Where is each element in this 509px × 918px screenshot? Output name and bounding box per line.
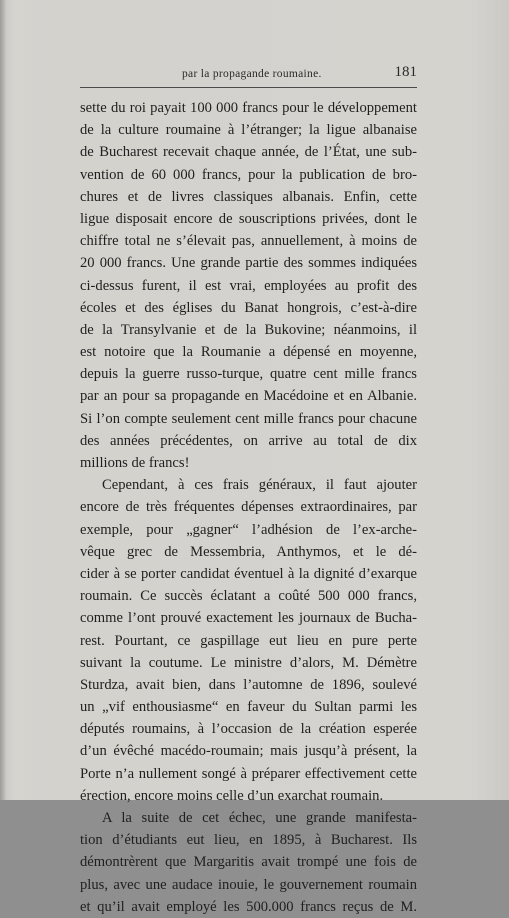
paragraph-end-line: érection, encore moins celle d’un exarchat roumain.: [80, 787, 384, 804]
text-line: Sturdza, avait bien, dans l’automne de 1896, soulevé: [80, 676, 417, 693]
text-line: suivant la coutume. Le ministre d’alors, M. Démètre: [80, 654, 417, 671]
binding-shadow: [0, 0, 6, 800]
text-line: ci-dessus furent, il est vrai, employées au profit des: [80, 277, 417, 294]
text-line: plus, avec une audace inouie, le gouvernement roumain: [80, 876, 417, 893]
text-line: encore de très fréquentes dépenses extraordinaires, par: [80, 499, 417, 516]
text-line: vention de 60 000 francs, pour la publication de bro-: [80, 166, 417, 183]
page-header: [80, 64, 417, 86]
text-line: comme l’ont prouvé exactement les journaux de Bucha-: [80, 610, 417, 627]
text-line: depuis la guerre russo-turque, quatre cent mille francs: [80, 366, 417, 383]
text-line: 20 000 francs. Une grande partie des sommes indiquées: [80, 255, 417, 272]
text-line: des années précédentes, on arrive au total de dix: [80, 432, 417, 449]
text-line: par an pour sa propagande en Macédoine et en Albanie.: [80, 388, 417, 405]
body-text: [80, 97, 417, 918]
paragraph-start-line: Cependant, à ces frais généraux, il faut ajouter: [102, 477, 417, 494]
text-line: députés roumains, à l’occasion de la création esperée: [80, 721, 417, 738]
header-rule: [80, 87, 417, 88]
text-line: vêque grec de Messembria, Anthymos, et le dé-: [80, 543, 417, 560]
text-line: démontrèrent que Margaritis avait trompé une fois de: [80, 854, 417, 871]
text-line: Si l’on compte seulement cent mille francs pour chacune: [80, 410, 417, 427]
text-line: chiffre total ne s’élevait pas, annuellement, à moins de: [80, 233, 417, 250]
page-number: 181: [394, 64, 417, 80]
text-line: écoles et des églises du Banat hongrois, c’est-à-dire: [80, 299, 417, 316]
text-line: de la Transylvanie et de la Bukovine; néanmoins, il: [80, 321, 417, 338]
text-line: sette du roi payait 100 000 francs pour le développement: [80, 100, 417, 116]
paragraph-end-line: millions de francs!: [80, 455, 190, 471]
text-line: roumain. Ce succès éclatant a coûté 500 000 francs,: [80, 588, 417, 605]
text-line: tion d’étudiants eut lieu, en 1895, à Bucharest. Ils: [80, 832, 417, 849]
text-line: est notoire que la Roumanie a dépensé en moyenne,: [80, 344, 417, 361]
text-line: d’un évêché macédo-roumain; mais jusqu’à présent, la: [80, 743, 417, 760]
text-line: chures et de livres classiques albanais. Enfin, cette: [80, 188, 417, 205]
text-line: ligue disposait encore de souscriptions privées, dont le: [80, 210, 417, 227]
text-line: et qu’il avait employé les 500.000 francs reçus de M.: [80, 898, 417, 915]
text-line: de la culture roumaine à l’étranger; la ligue albanaise: [80, 122, 417, 139]
text-line: cider à se porter candidat éventuel à la dignité d’exarque: [80, 565, 417, 582]
text-line: Porte n’a nullement songé à préparer effectivement cette: [80, 765, 417, 782]
paragraph-start-line: A la suite de cet échec, une grande manifesta-: [102, 810, 417, 826]
text-line: exemple, pour „gagner“ l’adhésion de l’ex-arche-: [80, 521, 417, 538]
text-line: de Bucharest recevait chaque année, de l’État, une sub-: [80, 144, 417, 161]
text-line: rest. Pourtant, ce gaspillage eut lieu en pure perte: [80, 632, 417, 649]
text-line: un „vif enthousiasme“ en faveur du Sultan parmi les: [80, 699, 417, 716]
running-title: par la propagande roumaine.: [182, 68, 322, 80]
